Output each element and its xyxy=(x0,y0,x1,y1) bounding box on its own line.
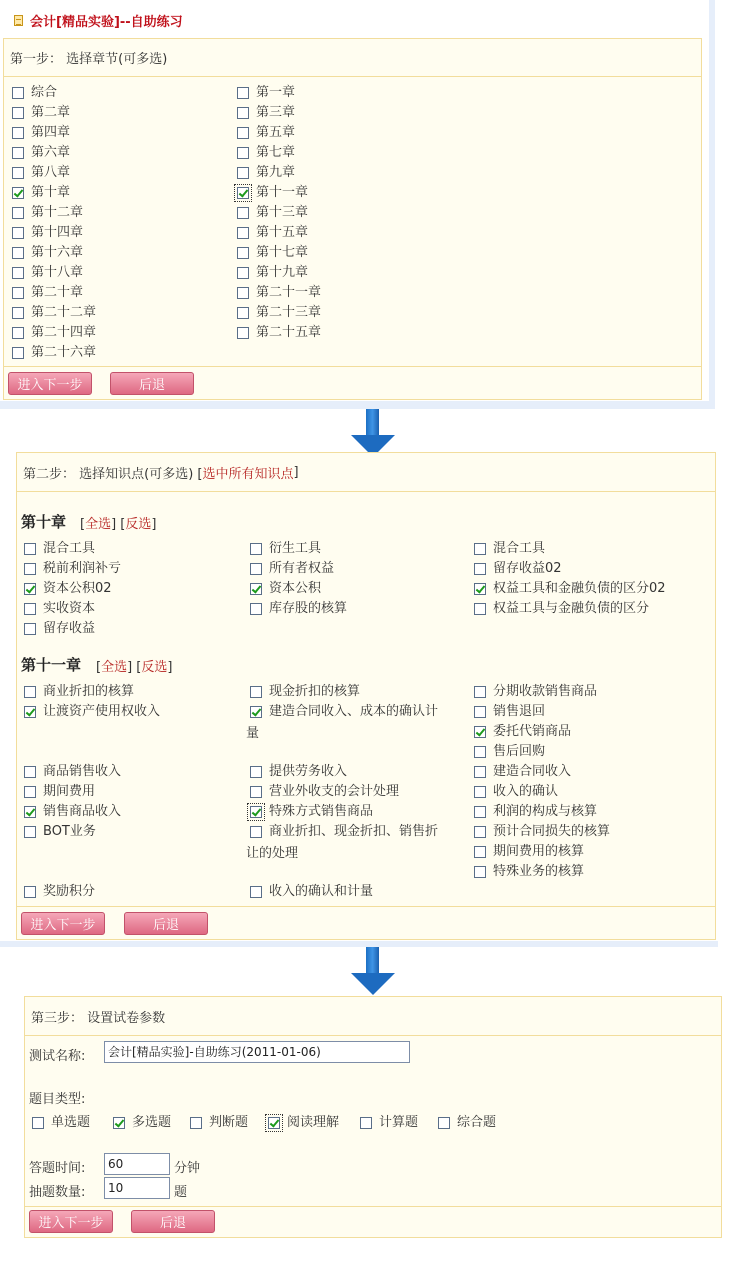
checkbox-label: 销售退回 xyxy=(493,704,546,719)
step2-next-button[interactable]: 进入下一步 xyxy=(21,912,105,935)
arrow-shaft xyxy=(366,947,379,975)
checkbox[interactable] xyxy=(474,866,486,878)
checkbox[interactable] xyxy=(24,786,36,798)
checkbox[interactable] xyxy=(12,227,24,239)
knowledge-point-option[interactable] xyxy=(474,579,666,599)
background-strip xyxy=(709,0,715,405)
chapter-option[interactable] xyxy=(12,283,83,303)
knowledge-point-option[interactable] xyxy=(24,802,121,822)
checkbox[interactable] xyxy=(12,247,24,259)
checkbox[interactable] xyxy=(237,267,249,279)
chapter-option[interactable] xyxy=(12,103,70,123)
step2-header-suffix: ] xyxy=(293,464,299,480)
checkbox-label: 第十二章 xyxy=(31,205,84,220)
checkbox-label-continued: 让的处理 xyxy=(246,846,299,861)
checkbox-label: 第十三章 xyxy=(256,205,309,220)
checkbox[interactable] xyxy=(237,87,249,99)
checkbox[interactable] xyxy=(237,167,249,179)
checkbox[interactable] xyxy=(250,786,262,798)
checkbox[interactable] xyxy=(237,147,249,159)
checkbox-checked[interactable] xyxy=(12,187,24,199)
checkbox-label: 第六章 xyxy=(31,145,71,160)
chapter-option[interactable] xyxy=(12,323,96,343)
checkbox[interactable] xyxy=(250,543,262,555)
checkbox-label: 第二十一章 xyxy=(256,285,322,300)
checkbox-label: 所有者权益 xyxy=(269,561,335,576)
chapter11-select-all-link[interactable]: 全选 xyxy=(101,660,128,675)
checkbox-label: 阅读理解 xyxy=(287,1115,340,1130)
chapter-option[interactable] xyxy=(237,143,295,163)
checkbox-label: 衍生工具 xyxy=(269,541,322,556)
question-type-option[interactable] xyxy=(32,1113,90,1133)
checkbox-label: 第七章 xyxy=(256,145,296,160)
checkbox-label: 实收资本 xyxy=(43,601,96,616)
knowledge-point-option[interactable] xyxy=(250,539,321,559)
chapter-option[interactable] xyxy=(12,183,70,203)
checkbox[interactable] xyxy=(237,107,249,119)
checkbox[interactable] xyxy=(250,766,262,778)
chapter-option[interactable] xyxy=(12,83,57,103)
step3-header xyxy=(25,997,721,1036)
chapter-option[interactable] xyxy=(237,123,295,143)
knowledge-point-option[interactable] xyxy=(24,822,96,842)
knowledge-point-option[interactable] xyxy=(474,842,584,862)
checkbox-label: 第十八章 xyxy=(31,265,84,280)
checkbox-label: 混合工具 xyxy=(493,541,546,556)
checkbox[interactable] xyxy=(12,167,24,179)
checkbox-label: 权益工具和金融负债的区分02 xyxy=(493,581,666,596)
checkbox-label: 收入的确认 xyxy=(493,784,559,799)
knowledge-point-option[interactable] xyxy=(250,762,347,782)
chapter-option[interactable] xyxy=(12,243,83,263)
checkbox-label: 建造合同收入、成本的确认计 xyxy=(269,704,439,719)
checkbox-label: 第十四章 xyxy=(31,225,84,240)
step1-header xyxy=(4,39,701,77)
knowledge-point-option[interactable] xyxy=(474,539,545,559)
checkbox-label: 库存股的核算 xyxy=(269,601,348,616)
chapter-option[interactable] xyxy=(12,203,83,223)
knowledge-point-option[interactable] xyxy=(250,702,438,722)
checkbox-label: 预计合同损失的核算 xyxy=(493,824,611,839)
knowledge-point-option[interactable] xyxy=(24,559,121,579)
knowledge-point-option[interactable] xyxy=(250,599,347,619)
checkbox-checked[interactable] xyxy=(268,1117,280,1129)
knowledge-point-option[interactable] xyxy=(24,579,112,599)
chapter-option[interactable] xyxy=(237,103,295,123)
step1-panel xyxy=(3,38,702,400)
knowledge-point-option[interactable] xyxy=(474,682,597,702)
checkbox-checked[interactable] xyxy=(474,583,486,595)
checkbox[interactable] xyxy=(474,806,486,818)
checkbox-label: 综合题 xyxy=(457,1115,497,1130)
checkbox-checked[interactable] xyxy=(250,806,262,818)
chapter10-title: 第十章 xyxy=(21,513,67,531)
checkbox[interactable] xyxy=(474,706,486,718)
checkbox-label: 第十五章 xyxy=(256,225,309,240)
chapter-option[interactable] xyxy=(12,303,96,323)
checkbox[interactable] xyxy=(12,147,24,159)
knowledge-point-option[interactable] xyxy=(474,722,571,742)
knowledge-point-option[interactable] xyxy=(474,802,597,822)
chapter11-title: 第十一章 xyxy=(21,656,82,674)
checkbox[interactable] xyxy=(24,543,36,555)
checkbox-label: 期间费用的核算 xyxy=(493,844,585,859)
checkbox-label: 第九章 xyxy=(256,165,296,180)
chapter-option[interactable] xyxy=(237,83,295,103)
checkbox[interactable] xyxy=(237,307,249,319)
checkbox[interactable] xyxy=(237,247,249,259)
checkbox-label: 建造合同收入 xyxy=(493,764,572,779)
step2-header-prefix: 第二步： 选择知识点(可多选) [ xyxy=(23,466,203,482)
question-type-label: 题目类型: xyxy=(29,1092,86,1107)
checkbox-label: 售后回购 xyxy=(493,744,546,759)
checkbox[interactable] xyxy=(12,107,24,119)
checkbox-label: 资本公积02 xyxy=(43,581,112,596)
step2-header xyxy=(17,453,715,492)
answer-time-label: 答题时间: xyxy=(29,1161,86,1176)
question-type-option[interactable] xyxy=(190,1113,248,1133)
page-title xyxy=(14,11,183,30)
step3-back-button[interactable]: 后退 xyxy=(131,1210,215,1233)
checkbox-label: BOT业务 xyxy=(43,824,96,839)
checkbox-label: 判断题 xyxy=(209,1115,249,1130)
checkbox[interactable] xyxy=(474,563,486,575)
knowledge-point-option[interactable] xyxy=(24,682,134,702)
checkbox-label: 多选题 xyxy=(132,1115,172,1130)
checkbox-label: 分期收款销售商品 xyxy=(493,684,598,699)
checkbox[interactable] xyxy=(12,207,24,219)
checkbox-label: 税前利润补亏 xyxy=(43,561,122,576)
answer-time-input[interactable]: 60 xyxy=(104,1153,170,1175)
checkbox-checked[interactable] xyxy=(250,706,262,718)
chapter-option[interactable] xyxy=(12,123,70,143)
step3-next-button[interactable]: 进入下一步 xyxy=(29,1210,113,1233)
checkbox[interactable] xyxy=(24,563,36,575)
knowledge-point-option[interactable] xyxy=(250,802,373,822)
knowledge-point-option[interactable] xyxy=(24,782,95,802)
step1-back-button[interactable]: 后退 xyxy=(110,372,194,395)
checkbox-label: 利润的构成与核算 xyxy=(493,804,598,819)
question-type-option[interactable] xyxy=(360,1113,418,1133)
checkbox-label: 特殊业务的核算 xyxy=(493,864,585,879)
checkbox[interactable] xyxy=(474,686,486,698)
checkbox-label: 第五章 xyxy=(256,125,296,140)
knowledge-point-option[interactable] xyxy=(474,782,558,802)
checkbox[interactable] xyxy=(237,227,249,239)
chapter-option[interactable] xyxy=(237,263,308,283)
checkbox-label: 商业折扣、现金折扣、销售折 xyxy=(269,824,439,839)
checkbox[interactable] xyxy=(237,327,249,339)
checkbox-label: 期间费用 xyxy=(43,784,96,799)
chapter-option[interactable] xyxy=(237,323,321,343)
checkbox[interactable] xyxy=(12,287,24,299)
chapter-option[interactable] xyxy=(12,223,83,243)
chapter-option[interactable] xyxy=(237,163,295,183)
chapter-option[interactable] xyxy=(237,223,308,243)
checkbox[interactable] xyxy=(12,127,24,139)
chapter10-select-all-link[interactable]: 全选 xyxy=(85,517,112,532)
chapter11-invert-link[interactable]: 反选 xyxy=(141,660,168,675)
checkbox-label: 第一章 xyxy=(256,85,296,100)
checkbox[interactable] xyxy=(474,766,486,778)
knowledge-point-option[interactable] xyxy=(250,579,321,599)
knowledge-point-option[interactable] xyxy=(24,599,95,619)
knowledge-point-option[interactable] xyxy=(250,822,438,842)
checkbox-label: 特殊方式销售商品 xyxy=(269,804,374,819)
checkbox-label: 第十七章 xyxy=(256,245,309,260)
question-count-unit: 题 xyxy=(174,1185,188,1200)
checkbox[interactable] xyxy=(12,347,24,359)
checkbox-label: 销售商品收入 xyxy=(43,804,122,819)
checkbox-label: 第二十章 xyxy=(31,285,84,300)
checkbox-label: 提供劳务收入 xyxy=(269,764,348,779)
checkbox-label: 第十章 xyxy=(31,185,71,200)
knowledge-point-option[interactable] xyxy=(474,862,584,882)
checkbox[interactable] xyxy=(237,207,249,219)
checkbox-label: 权益工具与金融负债的区分 xyxy=(493,601,650,616)
checkbox-label: 营业外收支的会计处理 xyxy=(269,784,400,799)
checkbox-label: 留存收益 xyxy=(43,621,96,636)
checkbox-checked[interactable] xyxy=(474,726,486,738)
checkbox-label: 第二十五章 xyxy=(256,325,322,340)
knowledge-point-option[interactable] xyxy=(24,539,95,559)
knowledge-point-option[interactable] xyxy=(250,559,334,579)
checkbox-label: 第十六章 xyxy=(31,245,84,260)
question-type-option[interactable] xyxy=(438,1113,496,1133)
background-strip xyxy=(0,401,715,409)
checkbox-label: 第二章 xyxy=(31,105,71,120)
checkbox[interactable] xyxy=(237,127,249,139)
checkbox[interactable] xyxy=(24,826,36,838)
arrow-shaft xyxy=(366,409,379,437)
down-arrow-icon xyxy=(351,947,395,997)
knowledge-point-option[interactable] xyxy=(24,702,160,722)
checkbox[interactable] xyxy=(474,826,486,838)
step1-next-button[interactable]: 进入下一步 xyxy=(8,372,92,395)
step1-header-text: 第一步： 选择章节(可多选) xyxy=(10,52,168,67)
checkbox[interactable] xyxy=(250,686,262,698)
checkbox-label: 第三章 xyxy=(256,105,296,120)
checkbox-label: 单选题 xyxy=(51,1115,91,1130)
question-type-option[interactable] xyxy=(268,1113,339,1133)
checkbox[interactable] xyxy=(474,746,486,758)
checkbox[interactable] xyxy=(250,886,262,898)
checkbox[interactable] xyxy=(438,1117,450,1129)
checkbox[interactable] xyxy=(474,543,486,555)
checkbox[interactable] xyxy=(24,623,36,635)
chapter-option[interactable] xyxy=(12,163,70,183)
checkbox-label: 混合工具 xyxy=(43,541,96,556)
checkbox-label: 收入的确认和计量 xyxy=(269,884,374,899)
checkbox[interactable] xyxy=(474,603,486,615)
checkbox-label: 第二十四章 xyxy=(31,325,97,340)
checkbox[interactable] xyxy=(12,307,24,319)
chapter-option[interactable] xyxy=(12,263,83,283)
checkbox-label: 第二十三章 xyxy=(256,305,322,320)
chapter-option[interactable] xyxy=(237,283,321,303)
checkbox[interactable] xyxy=(12,267,24,279)
checkbox[interactable] xyxy=(12,327,24,339)
checkbox-checked[interactable] xyxy=(237,187,249,199)
checkbox[interactable] xyxy=(474,786,486,798)
chapter-option[interactable] xyxy=(237,243,308,263)
checkbox[interactable] xyxy=(250,603,262,615)
knowledge-point-option[interactable] xyxy=(474,762,571,782)
checkbox-label: 让渡资产使用权收入 xyxy=(43,704,161,719)
checkbox-label: 第十九章 xyxy=(256,265,309,280)
checkbox-label-continued: 量 xyxy=(246,726,260,741)
checkbox-label: 综合 xyxy=(31,85,58,100)
checkbox[interactable] xyxy=(24,603,36,615)
checkbox[interactable] xyxy=(250,563,262,575)
select-all-points-link[interactable]: 选中所有知识点 xyxy=(202,466,294,482)
page-title-text: 会计[精品实验]--自助练习 xyxy=(30,15,183,30)
checkbox-checked[interactable] xyxy=(24,583,36,595)
chapter-option[interactable] xyxy=(237,183,308,203)
checkbox-label: 计算题 xyxy=(379,1115,419,1130)
checkbox[interactable] xyxy=(474,846,486,858)
question-count-input[interactable]: 10 xyxy=(104,1177,170,1199)
checkbox-label: 第八章 xyxy=(31,165,71,180)
knowledge-point-option[interactable] xyxy=(250,682,360,702)
knowledge-point-option[interactable] xyxy=(250,782,399,802)
checkbox-label: 奖励积分 xyxy=(43,884,96,899)
knowledge-point-option[interactable] xyxy=(474,742,545,762)
document-icon xyxy=(14,15,23,26)
checkbox[interactable] xyxy=(360,1117,372,1129)
step2-footer xyxy=(17,906,715,940)
knowledge-point-option[interactable] xyxy=(474,822,610,842)
knowledge-point-option[interactable] xyxy=(24,882,95,902)
checkbox[interactable] xyxy=(237,287,249,299)
checkbox-label: 留存收益02 xyxy=(493,561,562,576)
checkbox-label: 商品销售收入 xyxy=(43,764,122,779)
question-count-label: 抽题数量: xyxy=(29,1185,86,1200)
checkbox[interactable] xyxy=(190,1117,202,1129)
knowledge-point-option[interactable] xyxy=(24,762,121,782)
checkbox-label: 第二十二章 xyxy=(31,305,97,320)
question-type-option[interactable] xyxy=(113,1113,171,1133)
checkbox-label: 委托代销商品 xyxy=(493,724,572,739)
chapter11-links: [全选] [反选] xyxy=(96,660,173,675)
checkbox-checked[interactable] xyxy=(250,583,262,595)
knowledge-point-option[interactable] xyxy=(474,599,649,619)
chapter10-invert-link[interactable]: 反选 xyxy=(125,517,152,532)
test-name-label: 测试名称: xyxy=(29,1049,86,1064)
knowledge-point-option[interactable] xyxy=(474,559,562,579)
checkbox-label: 第十一章 xyxy=(256,185,309,200)
checkbox[interactable] xyxy=(24,886,36,898)
step3-footer xyxy=(25,1206,721,1238)
step1-footer xyxy=(4,366,701,400)
checkbox-label: 资本公积 xyxy=(269,581,322,596)
chapter10-links: [全选] [反选] xyxy=(80,517,157,532)
test-name-input[interactable]: 会计[精品实验]-自助练习(2011-01-06) xyxy=(104,1041,410,1063)
chapter-option[interactable] xyxy=(237,303,321,323)
chapter-option[interactable] xyxy=(237,203,308,223)
checkbox[interactable] xyxy=(32,1117,44,1129)
checkbox[interactable] xyxy=(250,826,262,838)
checkbox-label: 第二十六章 xyxy=(31,345,97,360)
checkbox-checked[interactable] xyxy=(24,806,36,818)
checkbox-label: 现金折扣的核算 xyxy=(269,684,361,699)
checkbox[interactable] xyxy=(12,87,24,99)
checkbox[interactable] xyxy=(24,766,36,778)
arrow-head xyxy=(351,973,395,995)
checkbox-checked[interactable] xyxy=(24,706,36,718)
checkbox-label: 商业折扣的核算 xyxy=(43,684,135,699)
chapter-option[interactable] xyxy=(12,143,70,163)
checkbox[interactable] xyxy=(24,686,36,698)
checkbox-label: 第四章 xyxy=(31,125,71,140)
knowledge-point-option[interactable] xyxy=(24,619,95,639)
chapter-option[interactable] xyxy=(12,343,96,363)
knowledge-point-option[interactable] xyxy=(474,702,545,722)
knowledge-point-option[interactable] xyxy=(250,882,373,902)
step2-back-button[interactable]: 后退 xyxy=(124,912,208,935)
step3-header-text: 第三步： 设置试卷参数 xyxy=(31,1010,166,1026)
answer-time-unit: 分钟 xyxy=(174,1161,201,1176)
checkbox-checked[interactable] xyxy=(113,1117,125,1129)
